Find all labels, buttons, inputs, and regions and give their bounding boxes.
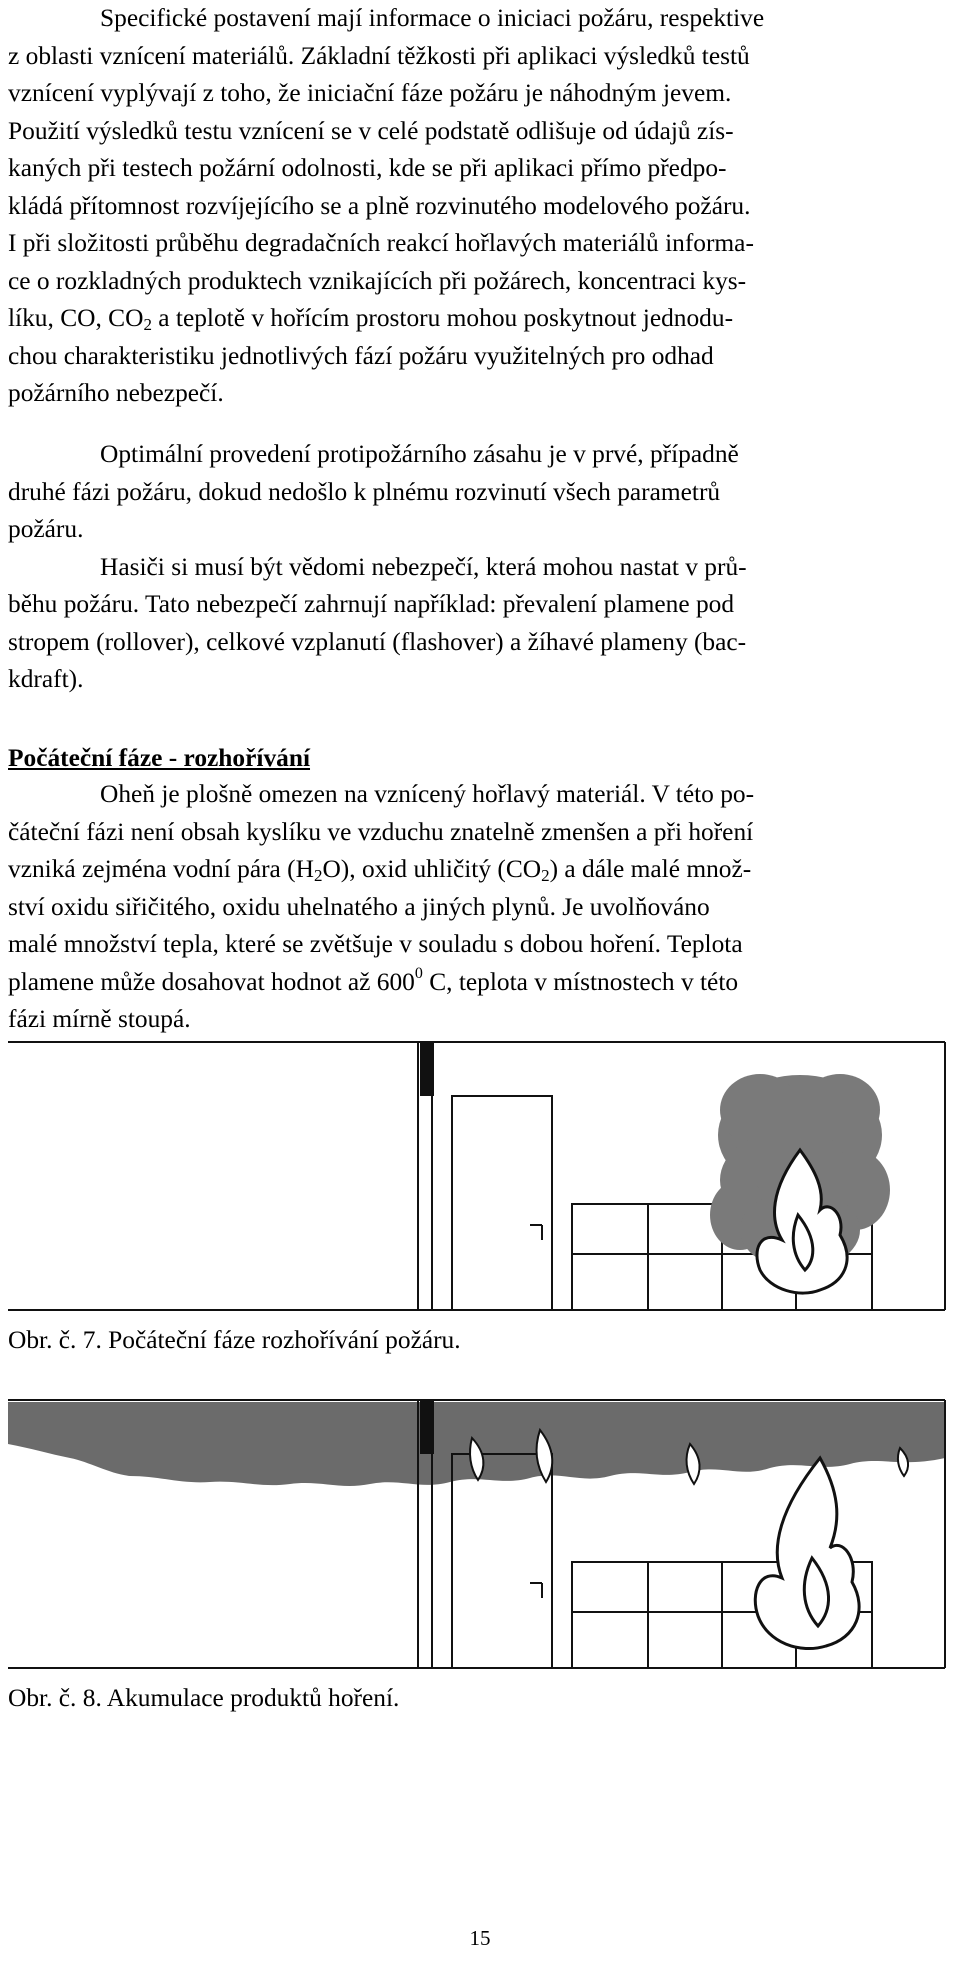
figure-7-caption: Obr. č. 7. Počáteční fáze rozhořívání požáru. <box>8 1326 461 1354</box>
text-line <box>8 851 954 889</box>
text-line: Specifické postavení mají informace o iniciaci požáru, respektive <box>100 4 765 32</box>
text-run: O), oxid uhličitý (CO <box>322 855 542 883</box>
text-line: druhé fázi požáru, dokud nedošlo k plnému rozvinutí všech parametrů <box>8 477 721 506</box>
text-line: I při složitosti průběhu degradačních reakcí hořlavých materiálů informa- <box>8 229 754 257</box>
text-line: fázi mírně stoupá. <box>8 1005 191 1033</box>
figure-7-illustration <box>0 1040 960 1315</box>
paragraph-block-4 <box>8 776 954 1039</box>
paragraph-block-1 <box>8 0 954 413</box>
text-line: Oheň je plošně omezen na vznícený hořlavý materiál. V této po- <box>100 780 755 808</box>
figure-8-caption: Obr. č. 8. Akumulace produktů hoření. <box>8 1684 400 1712</box>
text-line: kdraft). <box>8 665 84 693</box>
column-top <box>420 1042 434 1096</box>
flame-icon <box>755 1458 859 1649</box>
text-line: chou charakteristiku jednotlivých fází požáru využitelných pro odhad <box>8 341 714 370</box>
text-line: ce o rozkladných produktech vznikajících při požárech, koncentraci kys- <box>8 266 747 295</box>
text-run: líku, CO, CO <box>8 304 144 332</box>
text-line: Optimální provedení protipožárního zásahu je v prvé, případně <box>100 440 739 468</box>
text-line: vznícení vyplývají z toho, že iniciační fáze požáru je náhodným jevem. <box>8 79 732 107</box>
text-line <box>8 300 954 338</box>
column-top <box>420 1400 434 1454</box>
text-line: ství oxidu siřičitého, oxidu uhelnatého a jiných plynů. Je uvolňováno <box>8 892 710 921</box>
text-line: Použití výsledků testu vznícení se v celé podstatě odlišuje od údajů zís- <box>8 116 734 145</box>
text-line: kaných při testech požární odolnosti, kde se při aplikaci přímo předpo- <box>8 154 727 182</box>
text-run: ) a dále malé množ- <box>549 855 752 883</box>
door <box>452 1454 552 1668</box>
text-line: kládá přítomnost rozvíjejícího se a plně rozvinutého modelového požáru. <box>8 191 751 220</box>
superscript: 0 <box>414 964 423 982</box>
figure-8-illustration <box>0 1398 960 1674</box>
text-run: C, teplota v místnostech v této <box>422 967 739 996</box>
page-number: 15 <box>469 1926 491 1950</box>
text-line: stropem (rollover), celkové vzplanutí (flashover) a žíhavé plameny (bac- <box>8 627 747 656</box>
subscript: 2 <box>313 866 323 885</box>
text-line: čáteční fázi není obsah kyslíku ve vzduchu znatelně zmenšen a při hoření <box>8 817 754 846</box>
text-line: požáru. <box>8 515 84 543</box>
text-run: plamene může dosahovat hodnot až 600 <box>8 967 415 996</box>
text-line <box>8 964 954 1002</box>
text-line: z oblasti vznícení materiálů. Základní těžkosti při aplikaci výsledků testů <box>8 41 750 70</box>
text-line: malé množství tepla, které se zvětšuje v souladu s dobou hoření. Teplota <box>8 930 743 958</box>
door <box>452 1096 552 1310</box>
paragraph-block-2 <box>8 436 954 699</box>
text-line: běhu požáru. Tato nebezpečí zahrnují například: převalení plamene pod <box>8 590 735 618</box>
text-line: Hasiči si musí být vědomi nebezpečí, která mohou nastat v prů- <box>100 552 747 581</box>
subscript: 2 <box>143 315 152 334</box>
subscript: 2 <box>541 866 550 885</box>
text-line: požárního nebezpečí. <box>8 379 224 407</box>
text-run: a teplotě v hořícím prostoru mohou poskytnout jednodu- <box>151 304 734 332</box>
section-heading: Počáteční fáze - rozhořívání <box>8 744 311 772</box>
text-run: vzniká zejména vodní pára (H <box>8 855 314 883</box>
